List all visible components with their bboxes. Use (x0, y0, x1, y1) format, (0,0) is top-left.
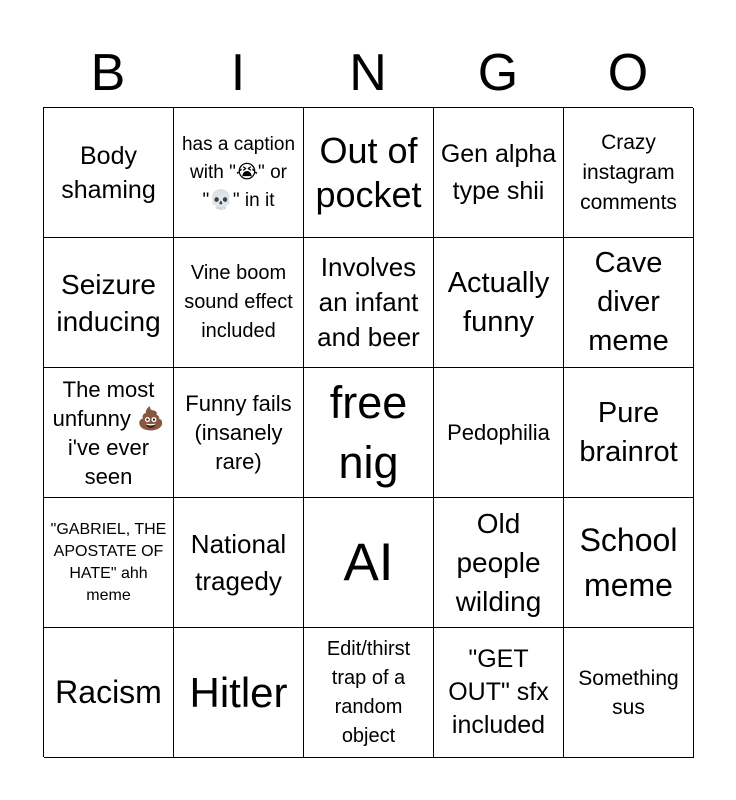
bingo-cell[interactable] (174, 628, 304, 758)
cell-text: Body shaming (61, 141, 156, 204)
bingo-cell[interactable] (564, 498, 694, 628)
bingo-cell[interactable] (564, 368, 694, 498)
cell-text: School meme (579, 521, 678, 603)
cell-text: The most unfunny 💩 i've ever seen (52, 376, 165, 489)
cell-text: Seizure inducing (56, 268, 161, 337)
bingo-cell[interactable] (434, 368, 564, 498)
cell-text: National tragedy (190, 528, 287, 596)
bingo-cell[interactable] (304, 368, 434, 498)
bingo-cell[interactable] (44, 108, 174, 238)
header-letter-n: N (349, 44, 387, 102)
cell-text: Out of pocket (315, 129, 422, 215)
header-letter-b: B (90, 44, 126, 102)
cell-text: Something sus (578, 666, 679, 719)
cell-text: Edit/thirst trap of a random object (326, 637, 411, 747)
cell-text: Funny fails (insanely rare) (185, 391, 292, 474)
bingo-cell[interactable] (174, 108, 304, 238)
bingo-header (43, 40, 693, 106)
cell-text: "GABRIEL, THE APOSTATE OF HATE" ahh meme (50, 520, 167, 604)
bingo-cell[interactable] (304, 108, 434, 238)
bingo-cell[interactable] (174, 498, 304, 628)
cell-text: Involves an infant and beer (317, 252, 420, 352)
bingo-cell[interactable] (44, 498, 174, 628)
bingo-cell[interactable] (44, 238, 174, 368)
bingo-cell[interactable] (564, 628, 694, 758)
cell-text: AI (343, 532, 394, 592)
bingo-cell[interactable] (174, 238, 304, 368)
header-letter-o: O (607, 44, 649, 102)
bingo-cell[interactable] (434, 498, 564, 628)
cell-text: Gen alpha type shii (440, 139, 557, 205)
bingo-cell[interactable] (434, 238, 564, 368)
bingo-cell[interactable] (434, 628, 564, 758)
cell-text: Vine boom sound effect included (184, 262, 293, 342)
cell-text: Actually funny (447, 266, 550, 338)
bingo-cell[interactable] (304, 498, 434, 628)
cell-text: Cave diver meme (588, 247, 669, 357)
cell-text: Pedophilia (447, 420, 550, 445)
header-letter-g: G (477, 44, 519, 102)
bingo-grid (43, 107, 693, 757)
cell-text: Old people wilding (455, 508, 542, 617)
cell-text: has a caption with "😭" or "💀" in it (181, 133, 296, 211)
cell-text: Crazy instagram comments (580, 130, 677, 214)
cell-text: Pure brainrot (579, 396, 678, 468)
header-letter-i: I (230, 44, 246, 102)
bingo-cell[interactable] (44, 628, 174, 758)
bingo-cell[interactable] (44, 368, 174, 498)
cell-text: Racism (55, 674, 162, 710)
cell-text: Hitler (189, 668, 288, 716)
bingo-cell[interactable] (304, 238, 434, 368)
bingo-cell[interactable] (304, 628, 434, 758)
cell-text: free nig (329, 376, 408, 488)
bingo-cell[interactable] (434, 108, 564, 238)
bingo-cell[interactable] (564, 238, 694, 368)
cell-text: "GET OUT" sfx included (448, 645, 549, 739)
bingo-cell[interactable] (564, 108, 694, 238)
bingo-cell[interactable] (174, 368, 304, 498)
